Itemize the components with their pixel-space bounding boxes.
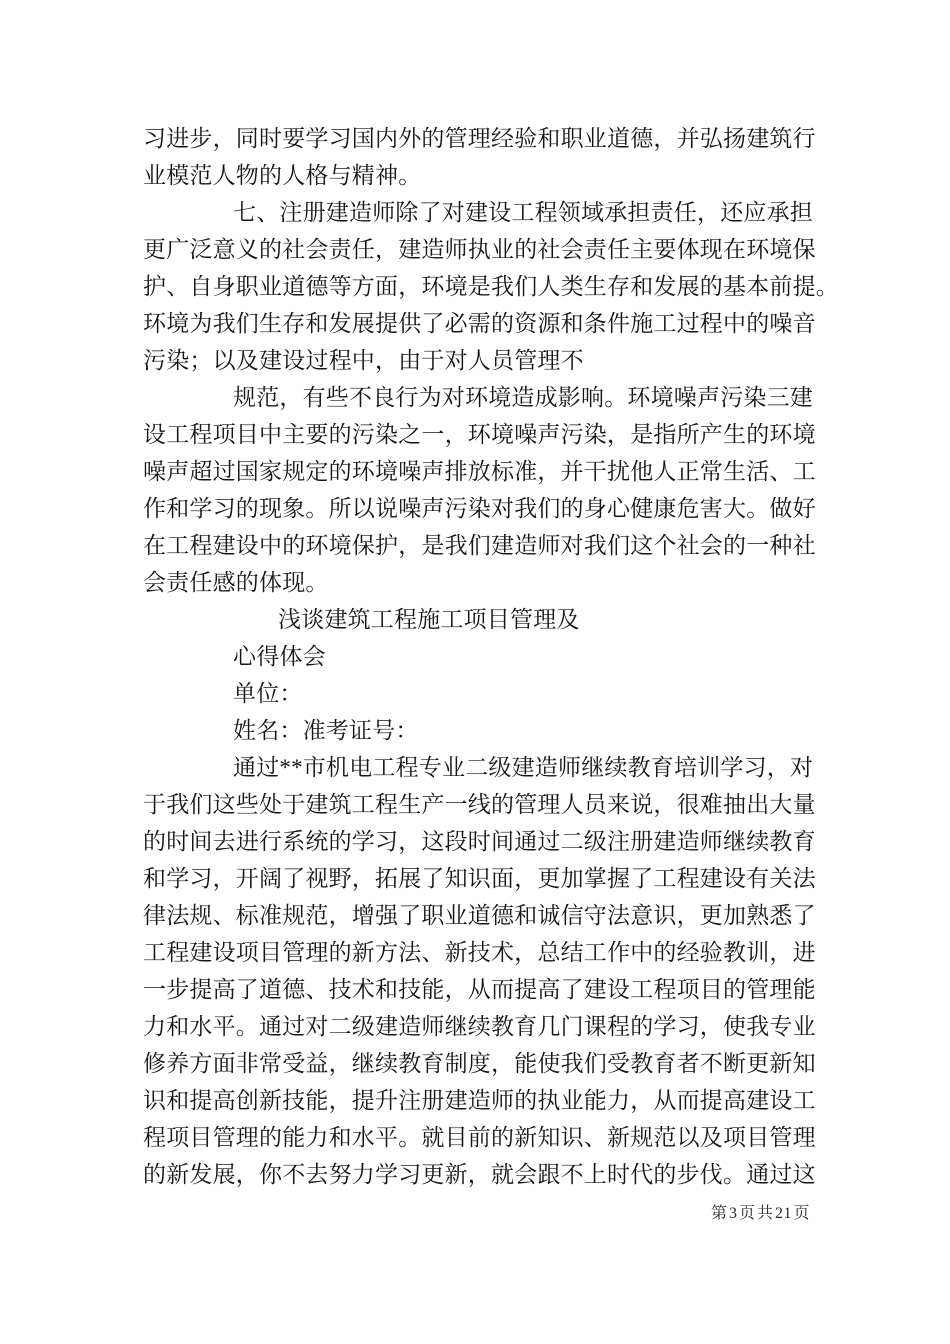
text-line: 业模范人物的人格与精神。 (143, 163, 422, 188)
text-line: 设工程项目中主要的污染之一，环境噪声污染，是指所产生的环境 (143, 422, 816, 447)
text-line: 程项目管理的能力和水平。就目前的新知识、新规范以及项目管理 (143, 1125, 816, 1150)
text-line: 作和学习的现象。所以说噪声污染对我们的身心健康危害大。做好 (143, 496, 816, 521)
text-line: 规范，有些不良行为对环境造成影响。环境噪声污染三建 (233, 385, 813, 410)
text-line: 力和水平。通过对二级建造师继续教育几门课程的学习，使我专业 (143, 1014, 816, 1039)
text-line: 姓名：准考证号： (233, 718, 419, 743)
text-line: 会责任感的体现。 (143, 570, 329, 595)
text-line: 更广泛意义的社会责任，建造师执业的社会责任主要体现在环境保 (143, 237, 816, 262)
text-line: 心得体会 (233, 644, 326, 669)
text-line: 污染；以及建设过程中，由于对人员管理不 (143, 348, 584, 373)
document-body (143, 120, 843, 1193)
page-number-footer: 第 3 页 共 21 页 (710, 1205, 810, 1222)
text-line: 识和提高创新技能，提升注册建造师的执业能力，从而提高建设工 (143, 1088, 816, 1113)
text-line: 一步提高了道德、技术和技能，从而提高了建设工程项目的管理能 (143, 977, 816, 1002)
text-line: 工程建设项目管理的新方法、新技术，总结工作中的经验教训，进 (143, 940, 816, 965)
text-line: 单位： (233, 681, 303, 706)
text-line: 噪声超过国家规定的环境噪声排放标准，并干扰他人正常生活、工 (143, 459, 816, 484)
text-line: 的时间去进行系统的学习，这段时间通过二级注册建造师继续教育 (143, 829, 816, 854)
text-line: 浅谈建筑工程施工项目管理及 (278, 607, 580, 632)
text-line: 通过**市机电工程专业二级建造师继续教育培训学习，对 (233, 755, 814, 780)
text-line: 环境为我们生存和发展提供了必需的资源和条件施工过程中的噪音 (143, 311, 816, 336)
text-line: 习进步，同时要学习国内外的管理经验和职业道德，并弘扬建筑行 (143, 126, 816, 151)
text-line: 七、注册建造师除了对建设工程领域承担责任，还应承担 (233, 200, 813, 225)
text-line: 护、自身职业道德等方面，环境是我们人类生存和发展的基本前提。 (143, 274, 839, 299)
text-line: 于我们这些处于建筑工程生产一线的管理人员来说，很难抽出大量 (143, 792, 816, 817)
text-line: 和学习，开阔了视野，拓展了知识面，更加掌握了工程建设有关法 (143, 866, 816, 891)
text-line: 的新发展，你不去努力学习更新，就会跟不上时代的步伐。通过这 (143, 1162, 816, 1187)
text-line: 在工程建设中的环境保护，是我们建造师对我们这个社会的一种社 (143, 533, 816, 558)
text-line: 律法规、标准规范，增强了职业道德和诚信守法意识，更加熟悉了 (143, 903, 816, 928)
text-line: 修养方面非常受益，继续教育制度，能使我们受教育者不断更新知 (143, 1051, 816, 1076)
